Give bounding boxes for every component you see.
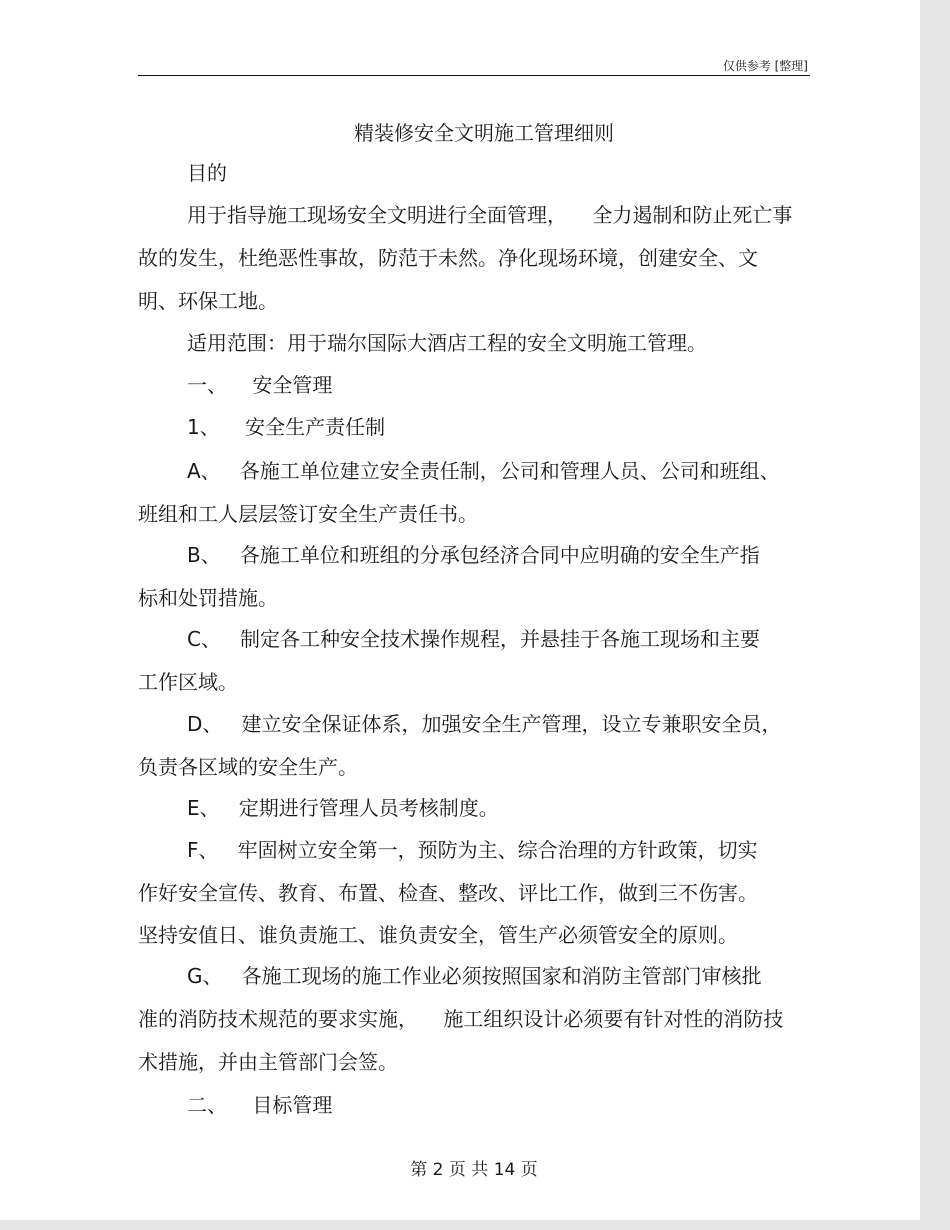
- paragraph-line: 用于指导施工现场安全文明进行全面管理， 全力遏制和防止死亡事: [187, 203, 793, 227]
- paragraph-line: C、 制定各工种安全技术操作规程，并悬挂于各施工现场和主要: [187, 627, 761, 651]
- paragraph-line: 坚持安值日、谁负责施工、谁负责安全，管生产必须管安全的原则。: [138, 923, 738, 947]
- paragraph-line: B、 各施工单位和班组的分承包经济合同中应明确的安全生产指: [187, 543, 760, 567]
- page-number: 第 2 页 共 14 页: [410, 1160, 538, 1180]
- paragraph-line: 负责各区域的安全生产。: [138, 755, 358, 779]
- paragraph-line: 适用范围：用于瑞尔国际大酒店工程的安全文明施工管理。: [187, 331, 707, 355]
- section-heading: 一、 安全管理: [187, 373, 333, 397]
- paragraph-line: A、 各施工单位建立安全责任制，公司和管理人员、公司和班组、: [187, 459, 780, 483]
- paragraph-line: 标和处罚措施。: [138, 586, 278, 610]
- paragraph-line: 工作区域。: [138, 670, 238, 694]
- paragraph-line: G、 各施工现场的施工作业必须按照国家和消防主管部门审核批: [187, 964, 762, 988]
- paragraph-line: 明、环保工地。: [138, 289, 278, 313]
- heading-purpose: 目的: [187, 161, 227, 185]
- paragraph-line: F、 牢固树立安全第一，预防为主、综合治理的方针政策，切实: [187, 838, 758, 862]
- paragraph-line: 故的发生，杜绝恶性事故，防范于未然。净化现场环境，创建安全、文: [138, 246, 758, 270]
- paragraph-line: D、 建立安全保证体系，加强安全生产管理，设立专兼职安全员，: [187, 712, 782, 736]
- section-heading: 二、 目标管理: [187, 1093, 333, 1117]
- header-note: 仅供参考 [整理]: [722, 59, 808, 73]
- paragraph-line: 术措施，并由主管部门会签。: [138, 1050, 398, 1074]
- document-title: 精装修安全文明施工管理细则: [354, 121, 614, 145]
- paragraph-line: 准的消防技术规范的要求实施， 施工组织设计必须要有针对性的消防技: [138, 1007, 784, 1031]
- subsection-heading: 1、 安全生产责任制: [187, 415, 386, 439]
- paragraph-line: E、 定期进行管理人员考核制度。: [187, 796, 499, 820]
- paragraph-line: 班组和工人层层签订安全生产责任书。: [138, 502, 478, 526]
- header-rule: [138, 75, 810, 76]
- paragraph-line: 作好安全宣传、教育、布置、检查、整改、评比工作，做到三不伤害。: [138, 881, 758, 905]
